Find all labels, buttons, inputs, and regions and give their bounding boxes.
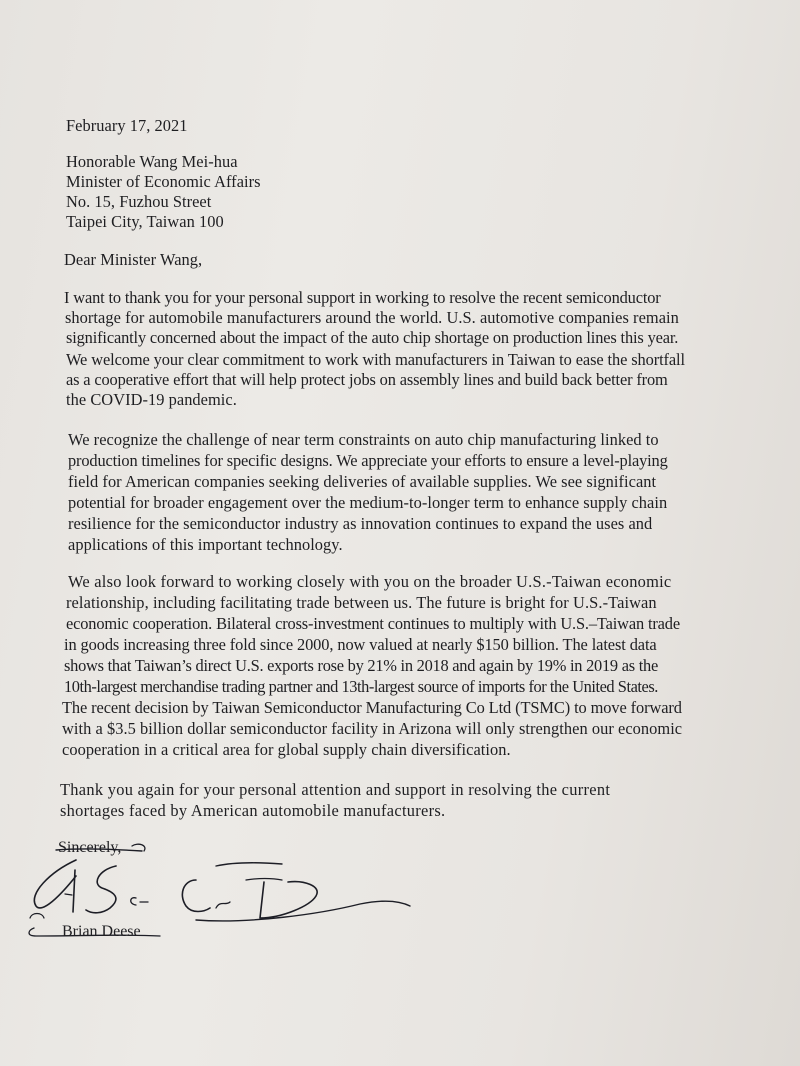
paragraph-line: We also look forward to working closely with you on the broader U.S.-Taiwan economic (68, 572, 672, 591)
paragraph-line: We recognize the challenge of near term constraints on auto chip manufacturing linked to (68, 430, 659, 449)
paragraph-line: shows that Taiwan’s direct U.S. exports rose by 21% in 2018 and again by 19% in 2019 as the (64, 656, 658, 675)
paragraph-line: 10th-largest merchandise trading partner and 13th-largest source of imports for the United States. (64, 677, 658, 696)
paragraph-line: shortages faced by American automobile manufacturers. (60, 801, 446, 820)
paragraph-line: with a $3.5 billion dollar semiconductor facility in Arizona will only strengthen our economic (62, 719, 683, 738)
paragraph-line: applications of this important technology. (68, 535, 343, 554)
paragraph-line: potential for broader engagement over the medium-to-longer term to enhance supply chain (68, 493, 668, 512)
recipient-line: Minister of Economic Affairs (66, 172, 261, 191)
recipient-line: Taipei City, Taiwan 100 (66, 212, 224, 231)
letter-date: February 17, 2021 (66, 116, 188, 135)
paragraph-line: Thank you again for your personal attention and support in resolving the current (60, 780, 611, 799)
paragraph-line: in goods increasing three fold since 2000, now valued at nearly $150 billion. The latest data (64, 635, 657, 654)
paragraph-line: cooperation in a critical area for global supply chain diversification. (62, 740, 511, 759)
paragraph-line: The recent decision by Taiwan Semiconductor Manufacturing Co Ltd (TSMC) to move forward (62, 698, 682, 717)
paragraph-line: We welcome your clear commitment to work with manufacturers in Taiwan to ease the shortfall (66, 350, 685, 369)
paragraph-line: as a cooperative effort that will help protect jobs on assembly lines and build back better from (66, 370, 668, 389)
recipient-line: No. 15, Fuzhou Street (66, 192, 212, 211)
paragraph-line: resilience for the semiconductor industry as innovation continues to expand the uses and (68, 514, 653, 533)
paragraph-line: relationship, including facilitating trade between us. The future is bright for U.S.-Taiwan (66, 593, 657, 612)
salutation: Dear Minister Wang, (64, 250, 203, 269)
paragraph-line: significantly concerned about the impact of the auto chip shortage on production lines this year. (66, 328, 679, 347)
paragraph-line: economic cooperation. Bilateral cross-investment continues to multiply with U.S.–Taiwan trade (66, 614, 680, 633)
paragraph-line: I want to thank you for your personal support in working to resolve the recent semiconductor (64, 288, 661, 307)
closing: Sincerely, (58, 839, 122, 856)
paragraph-line: the COVID-19 pandemic. (66, 390, 237, 409)
paragraph-line: field for American companies seeking deliveries of available supplies. We see significant (68, 472, 657, 491)
signer-name: Brian Deese (62, 923, 141, 940)
paragraph-line: shortage for automobile manufacturers around the world. U.S. automotive companies remain (65, 308, 679, 327)
paragraph-line: production timelines for specific designs. We appreciate your efforts to ensure a level-playing (68, 451, 668, 470)
recipient-line: Honorable Wang Mei-hua (66, 152, 238, 171)
